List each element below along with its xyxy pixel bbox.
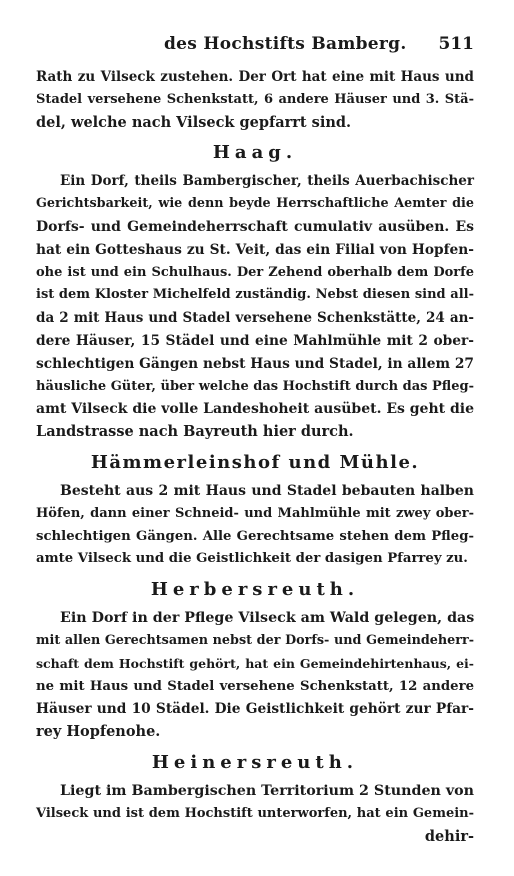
text-line: Rath zu Vilseck zustehen. Der Ort hat eine mit Haus und xyxy=(36,69,474,85)
text-line: Landstrasse nach Bayreuth hier durch. xyxy=(36,423,354,441)
text-line: ist dem Kloster Michelfeld zuständig. Nebst diesen sind all- xyxy=(36,287,474,303)
text-line: dere Häuser, 15 Städel und eine Mahlmühle mit 2 ober- xyxy=(36,332,474,349)
section-heading-heinersreuth: Heinersreuth. xyxy=(151,751,359,773)
text-line: Liegt im Bambergischen Territorium 2 Stunden von xyxy=(60,782,475,799)
text-line: rey Hopfenohe. xyxy=(36,723,161,741)
text-line: da 2 mit Haus und Stadel versehene Schenkstätte, 24 an- xyxy=(36,310,474,327)
section-body-haemmerleinshof xyxy=(36,480,474,571)
section-body-heinersreuth xyxy=(36,780,474,848)
text-line: Ein Dorf, theils Bambergischer, theils Auerbachischer xyxy=(60,173,474,190)
intro-paragraph xyxy=(36,66,474,134)
text-line: Gerichtsbarkeit, wie denn beyde Herrschaftliche Aemter die xyxy=(36,196,474,212)
page-number: 511 xyxy=(438,34,474,54)
text-line: Höfen, dann einer Schneid- und Mahlmühle mit zwey ober- xyxy=(36,505,474,521)
text-line: schaft dem Hochstift gehört, hat ein Gemeindehirtenhaus, ei- xyxy=(36,655,474,671)
section-heading-haemmerleinshof: Hämmerleinshof und Mühle. xyxy=(90,451,420,473)
text-line: ne mit Haus und Stadel versehene Schenkstatt, 12 andere xyxy=(36,678,474,694)
section-heading-haag: Haag. xyxy=(212,142,298,164)
text-line: Vilseck und ist dem Hochstift unterworfen, hat ein Gemein- xyxy=(36,805,474,821)
text-line: hat ein Gotteshaus zu St. Veit, das ein Filial von Hopfen- xyxy=(36,241,474,258)
text-line: schlechtigen Gängen nebst Haus und Stadel, in allem 27 xyxy=(36,355,474,372)
page-content xyxy=(36,66,474,848)
text-line: ohe ist und ein Schulhaus. Der Zehend oberhalb dem Dorfe xyxy=(36,264,474,280)
page-header xyxy=(36,34,474,56)
section-body-haag xyxy=(36,170,474,444)
text-line: häusliche Güter, über welche das Hochstift durch das Pfleg- xyxy=(36,378,474,394)
text-line: del, welche nach Vilseck gepfarrt sind. xyxy=(36,113,352,131)
text-line: amt Vilseck die volle Landeshoheit ausübet. Es geht die xyxy=(36,401,474,418)
section-body-herbersreuth xyxy=(36,607,474,744)
text-line: Ein Dorf in der Pflege Vilseck am Wald gelegen, das xyxy=(60,610,475,627)
text-line: Dorfs- und Gemeindeherrschaft cumulativ ausüben. Es xyxy=(36,218,474,235)
text-line: Besteht aus 2 mit Haus und Stadel bebauten halben xyxy=(60,482,474,499)
catchword: dehir- xyxy=(424,827,474,845)
section-heading-herbersreuth: Herbersreuth. xyxy=(150,579,360,601)
running-title: des Hochstifts Bamberg. xyxy=(164,34,407,54)
text-line: schlechtigen Gängen. Alle Gerechtsame stehen dem Pfleg- xyxy=(36,528,474,544)
text-line: amte Vilseck und die Geistlichkeit der dasigen Pfarrey zu. xyxy=(36,551,468,567)
text-line: mit allen Gerechtsamen nebst der Dorfs- und Gemeindeherr- xyxy=(36,632,474,648)
text-line: Stadel versehene Schenkstatt, 6 andere Häuser und 3. Stä- xyxy=(36,91,474,107)
text-line: Häuser und 10 Städel. Die Geistlichkeit gehört zur Pfar- xyxy=(36,701,474,718)
